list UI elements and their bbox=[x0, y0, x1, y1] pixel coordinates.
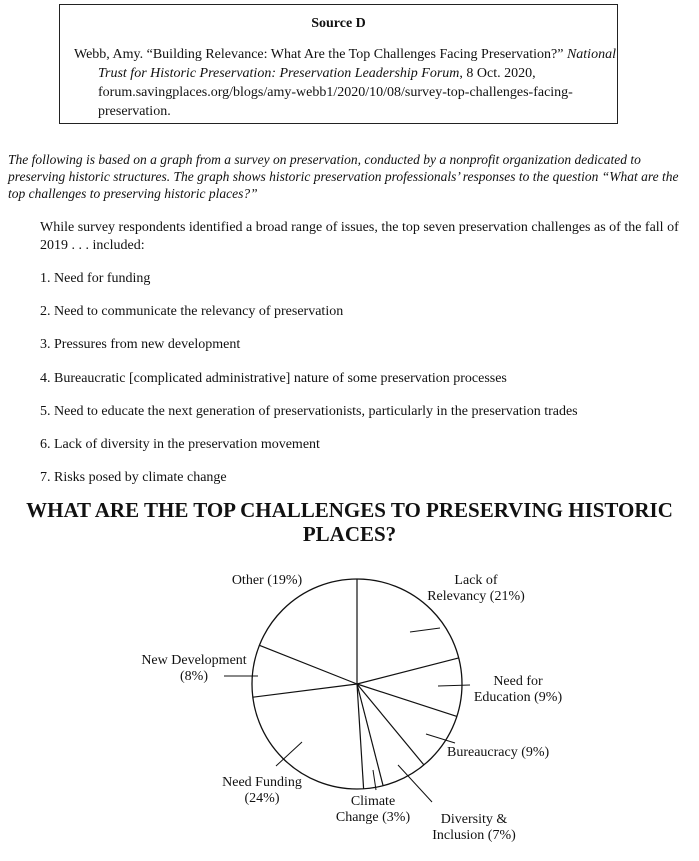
intro-text: The following is based on a graph from a survey on preservation, conducted by a nonprofit organization dedicated to preserving historic structures. The graph shows historic preservation professionals’ responses to the question “What are the top challenges to preserving historic places?” bbox=[8, 152, 679, 201]
pie-slice-label-line: Other (19%) bbox=[231, 573, 303, 588]
pie-slice-boundary bbox=[357, 684, 457, 716]
list-item: 6. Lack of diversity in the preservation movement bbox=[40, 436, 320, 452]
pie-slice-label-line: (8%) bbox=[180, 669, 208, 684]
pie-leader-line bbox=[410, 628, 440, 632]
pie-slice-boundary bbox=[357, 658, 459, 684]
chart-title: WHAT ARE THE TOP CHALLENGES TO PRESERVING HISTORIC PLACES? bbox=[26, 498, 673, 546]
pie-slice-label-line: Need for bbox=[493, 674, 543, 689]
pie-slice-label bbox=[447, 745, 550, 760]
pie-leader-line bbox=[398, 765, 432, 802]
pie-slice-label bbox=[222, 775, 302, 806]
pie-slice-boundary bbox=[253, 684, 357, 697]
pie-slice-boundary bbox=[357, 684, 364, 789]
citation-publication: National Trust for Historic Preservation: Preservation Leadership Forum bbox=[98, 47, 616, 81]
pie-slice-label-line: New Development bbox=[141, 653, 247, 668]
list-item: 2. Need to communicate the relevancy of preservation bbox=[40, 304, 344, 320]
pie-slice-label bbox=[432, 812, 516, 843]
pie-slice-label-line: Bureaucracy (9%) bbox=[447, 745, 550, 760]
lead-paragraph: While survey respondents identified a broad range of issues, the top seven preservation challenges as of the fall of 2019 . . . included: bbox=[40, 220, 679, 253]
pie-slice-label bbox=[232, 573, 303, 588]
pie-slice-label-line: Change (3%) bbox=[335, 810, 411, 825]
pie-slice-label-line: Relevancy (21%) bbox=[427, 589, 525, 604]
pie-leader-line bbox=[426, 734, 455, 743]
pie-slice-label-line: Diversity & bbox=[440, 812, 508, 827]
list-item: 3. Pressures from new development bbox=[40, 337, 241, 353]
list-item: 1. Need for funding bbox=[40, 271, 151, 286]
pie-slice-label-line: (24%) bbox=[244, 791, 280, 806]
pie-leader-line bbox=[438, 685, 470, 686]
source-title: Source D bbox=[311, 16, 366, 31]
pie-slice-label bbox=[474, 674, 563, 705]
pie-slice-label-line: Climate bbox=[350, 794, 396, 809]
pie-slice-label-line: Education (9%) bbox=[473, 690, 563, 705]
pie-slice-label-line: Inclusion (7%) bbox=[432, 828, 516, 843]
pie-slice-boundary bbox=[259, 645, 357, 684]
pie-slice-label bbox=[141, 653, 246, 684]
pie-slice-label-line: Need Funding bbox=[222, 775, 302, 790]
pie-leader-line bbox=[276, 742, 302, 766]
list-item: 4. Bureaucratic [complicated administrative] nature of some preservation processes bbox=[40, 370, 507, 386]
list-item: 5. Need to educate the next generation of preservationists, particularly in the preservation trades bbox=[40, 403, 578, 419]
citation-rest: , 8 Oct. 2020, forum.savingplaces.org/blogs/amy-webb1/2020/10/08/survey-top-challenges-facing-preservation. bbox=[98, 66, 573, 119]
pie-slice-label bbox=[336, 794, 411, 825]
pie-slice-label-line: Lack of bbox=[454, 573, 498, 588]
citation-author: Webb, Amy. “Building Relevance: What Are the Top Challenges Facing Preservation?” bbox=[74, 47, 564, 62]
pie-slice-label bbox=[427, 573, 525, 604]
list-item: 7. Risks posed by climate change bbox=[40, 470, 227, 486]
